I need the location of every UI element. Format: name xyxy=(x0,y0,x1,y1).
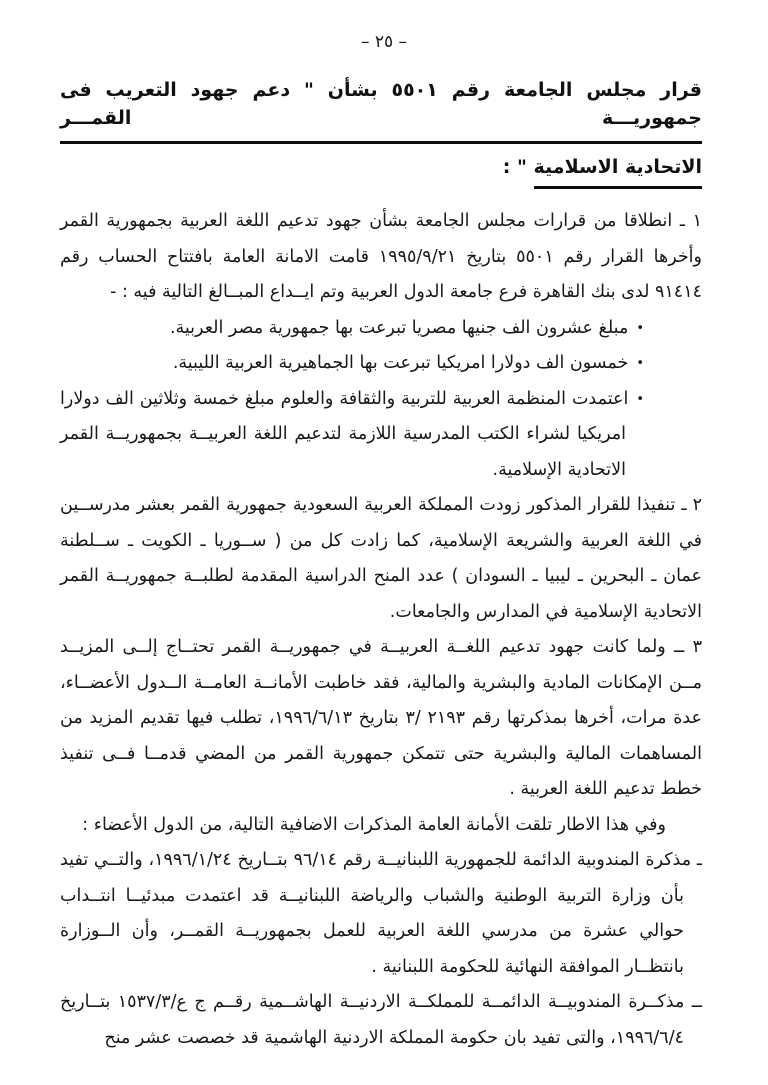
paragraph-2 xyxy=(60,488,702,630)
paragraph-2-number: ٢ ـ xyxy=(681,495,702,515)
paragraph-1-text: انطلاقا من قرارات مجلس الجامعة بشأن جهود تدعيم اللغة العربية بجمهورية القمر وأخرها القرار رقم ٥٥٠١ بتاريخ ١٩٩٥/٩/٢١ قامت الامانة العامة بافتتاح الحساب رقم ٩١٤١٤ لدى بنك القاهرة فرع جامعة الدول العربية وتم ايــداع المبــالغ التالية فيه : - xyxy=(60,211,702,302)
memo-jordan-text: مذكــرة المندوبيــة الدائمــة للمملكــة الاردنيــة الهاشــمية رقــم ج ع/١٥٣٧/٣ بتــاريخ ١٩٩٦/٦/٤، والتى تفيد بان حكومة المملكة الاردنية الهاشمية قد خصصت عشر منح xyxy=(60,992,685,1048)
bullet-icon: • xyxy=(636,320,644,336)
paragraph-1 xyxy=(60,204,702,311)
title-trailing-punctuation: " : xyxy=(502,156,534,178)
list-item-text: خمسون الف دولارا امريكيا تبرعت بها الجماهيرية العربية الليبية. xyxy=(172,353,629,373)
memos-intro: وفي هذا الاطار تلقت الأمانة العامة المذكرات الاضافية التالية، من الدول الأعضاء : xyxy=(82,814,666,835)
list-item-libya-donation xyxy=(60,346,644,382)
memo-lebanon xyxy=(60,843,702,985)
content-area xyxy=(60,76,702,1056)
document-body xyxy=(60,204,702,1056)
decision-title-line2 xyxy=(60,152,702,189)
list-item-text: اعتمدت المنظمة العربية للتربية والثقافة والعلوم مبلغ خمسة وثلاثين الف دولارا امريكيا لشراء الكتب المدرسية اللازمة لتدعيم اللغة العربيــة بجمهوريــة القمر الاتحادية الإسلامية. xyxy=(60,388,629,480)
paragraph-3-text: ولما كانت جهود تدعيم اللغــة العربيــة في جمهوريــة القمر تحتــاج إلــى المزيــد مــن الإمكانات المادية والبشرية والمالية، فقد خاطبت الأمانــة العامــة الــدول الأعضــاء، عدة مرات، أخرها بمذكرتها رقم ٢١٩٣ /٣ بتاريخ ١٩٩٦/٦/١٣، تطلب فيها تقديم المزيد من المساهمات المالية والبشرية حتى تتمكن جمهورية القمر من المضي قدمــا فــى تنفيذ خطط تدعيم اللغة العربية . xyxy=(60,637,703,799)
list-item-text: مبلغ عشرون الف جنيها مصريا تبرعت بها جمهورية مصر العربية. xyxy=(169,317,629,338)
list-item-alecso-grant xyxy=(60,382,644,489)
title-underlined-part: الاتحادية الاسلامية xyxy=(534,152,702,189)
paragraph-2-text: تنفيذا للقرار المذكور زودت المملكة العربية السعودية جمهورية القمر بعشر مدرســين في اللغة العربية والشريعة الإسلامية، كما زادت كل من ( ســوريا ـ الكويت ـ ســلطنة عمان ـ البحرين ـ ليبيا ـ السودان ) عدد المنح الدراسية المقدمة لطلبــة جمهوريــة القمر الاتحادية الإسلامية في المدارس والجامعات. xyxy=(60,495,702,622)
paragraph-3-number: ٣ ــ xyxy=(674,637,702,657)
bullet-icon: • xyxy=(636,356,644,371)
decision-title-line1: قرار مجلس الجامعة رقم ٥٥٠١ بشأن " دعم جهود التعريب فى جمهوريـــة القمـــر xyxy=(60,76,702,144)
paragraph-3 xyxy=(60,630,702,808)
page-number: – ٢٥ – xyxy=(360,32,408,52)
memo-dash: ـ xyxy=(696,850,703,870)
memo-lebanon-text: مذكرة المندوبية الدائمة للجمهورية اللبنانيــة رقم ٩٦/١٤ بتــاريخ ١٩٩٦/١/٢٤، والتــي تفيد بأن وزارة التربية الوطنية والشباب والرياضة اللبنانيــة قد اعتمدت مبدئيــا انتــداب حوالي عشرة من مدرسي اللغة العربية للعمل بجمهوريــة القمــر، وأن الــوزارة بانتظــار الموافقة النهائية للحكومة اللبنانية . xyxy=(60,850,692,977)
bullet-icon: • xyxy=(636,391,644,407)
list-item-egypt-donation xyxy=(60,311,644,347)
paragraph-1-number: ١ ـ xyxy=(679,211,702,231)
memo-dash: ــ xyxy=(691,992,702,1012)
deposits-list xyxy=(60,311,702,489)
memo-jordan xyxy=(60,985,702,1056)
